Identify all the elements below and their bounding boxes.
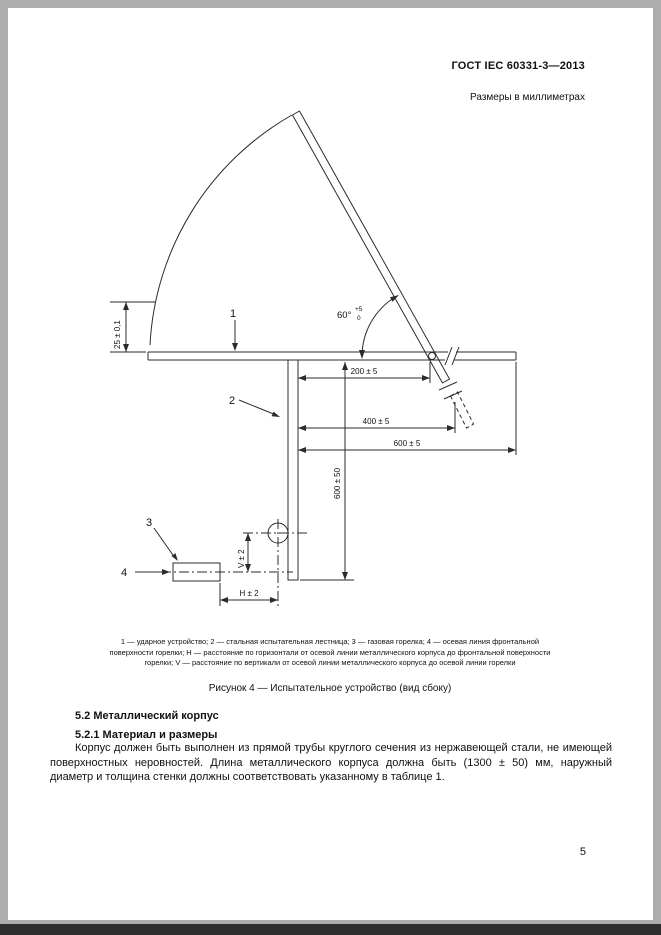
section-5-2-1-title: 5.2.1 Материал и размеры: [75, 729, 218, 741]
rail-break: [445, 347, 459, 365]
callout-1-label: 1: [230, 308, 237, 320]
arm-upper: [293, 111, 450, 383]
figure-legend: [50, 637, 610, 669]
leader-2: [239, 400, 276, 415]
pivot-point: [429, 353, 436, 360]
swing-arc: [150, 115, 292, 345]
callout-2-label: 2: [229, 395, 236, 407]
dim-v-label: V ± 2: [237, 549, 246, 568]
units-note: Размеры в миллиметрах: [470, 92, 585, 103]
page-number: 5: [579, 846, 586, 858]
figure-legend-line: 1 — ударное устройство; 2 — стальная испытательная лестница; 3 — газовая горелка; 4 — осевая линия фронтальной: [120, 637, 540, 646]
figure-caption: Рисунок 4 — Испытательное устройство (вид сбоку): [208, 683, 452, 694]
document-page: [8, 8, 653, 920]
dim-200-label: 200 ± 5: [350, 367, 378, 376]
dim-600v-label: 600 ± 50: [333, 467, 342, 499]
figure-arrowheads: [123, 295, 516, 603]
dim-600-label: 600 ± 5: [393, 439, 421, 448]
dim-600v-lines: [300, 362, 354, 580]
ladder-post: [288, 360, 298, 580]
rail-left: [148, 352, 448, 360]
figure-lines: [110, 111, 516, 606]
dim-offset-label: 25 ± 0,1: [113, 320, 122, 349]
section-5-2-title: 5.2 Металлический корпус: [75, 710, 219, 722]
section-5-2-1-body: Корпус должен быть выполнен из прямой трубы круглого сечения из нержавеющей стали, не имеющей поверхностных неровностей. Длина металлического корпуса должна быть (1300 ± 50) мм, наружный диаметр и толщина стенки должны соответствовать указанному в таблице 1.: [50, 742, 612, 783]
figure-legend-line: горелки; V — расстояние по вертикали от осевой линии металлического корпуса до осевой линии горелки: [144, 658, 516, 667]
leader-3: [154, 528, 175, 558]
figure-legend-line: поверхности горелки; H — расстояние по горизонтали от осевой линии металлического корпуса до фронтальной поверхности: [109, 647, 551, 657]
angle-label: 60°: [337, 310, 352, 321]
callout-4-label: 4: [121, 567, 128, 579]
figure-texts: [113, 306, 421, 598]
angle-tol-plus: +5: [355, 306, 363, 313]
rail-right: [454, 352, 516, 360]
document-number: ГОСТ IEC 60331-3—2013: [451, 60, 585, 72]
dim-400-label: 400 ± 5: [362, 417, 390, 426]
dim-h-label: H ± 2: [239, 589, 259, 598]
angle-arc: [362, 296, 397, 357]
arm-lower-dashed: [451, 392, 474, 428]
viewer-bottom-bar: [0, 924, 661, 935]
callout-3-label: 3: [146, 517, 153, 529]
angle-tol-minus: 0: [357, 315, 361, 322]
